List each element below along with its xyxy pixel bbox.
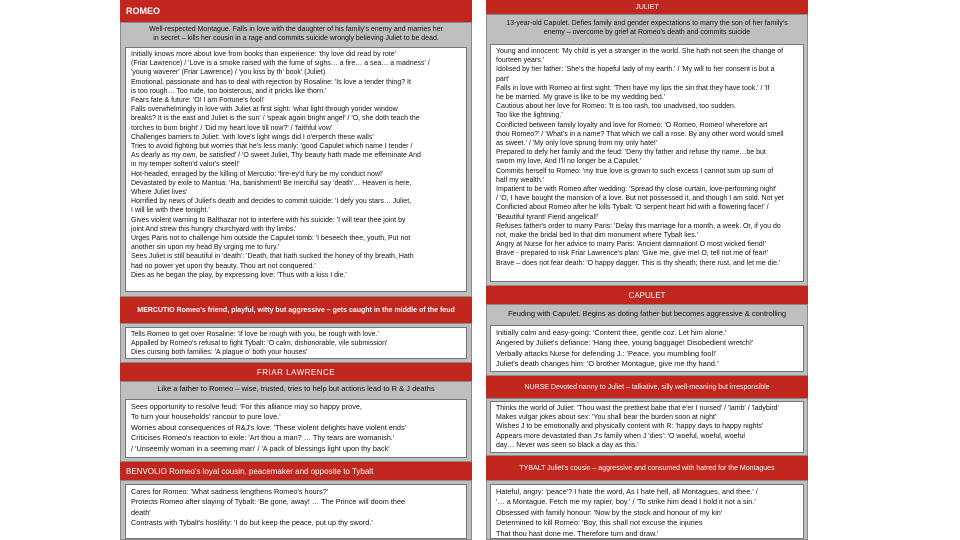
romeo-panel (120, 22, 472, 297)
juliet-quote-line: Young and innocent: 'My child is yet a stranger in the world. She hath not seen the change of (496, 48, 784, 55)
romeo-quote-line: in my temper soften'd valor's steel!' (131, 161, 240, 169)
juliet-quote-line: Conflicted about Romeo after he kills Tybalt: 'O serpent heart hid with a flowering face!' / (496, 204, 769, 212)
juliet-quote-line: part' (496, 75, 510, 83)
juliet-header (486, 0, 808, 14)
romeo-desc-line: Well-respected Montague. Falls in love with the daughter of his family's enemy and marries her (149, 26, 443, 33)
romeo-quote-line: Initially knows more about love from books than experience: 'thy love did read by rote' (131, 51, 396, 58)
romeo-quote-line: Fears fate & future: 'O! I am Fortune's fool!' (131, 97, 265, 105)
romeo-title: ROMEO (126, 6, 161, 16)
juliet-quote-line: / 'O, I have bought the mansion of a love. But not possessed it, and though I am sold. Not yet (496, 195, 784, 203)
tybalt-quote-line: That thou hast done me. Therefore turn and draw.' (496, 528, 659, 538)
romeo-header (120, 0, 472, 22)
juliet-quote-line: Brave - prepared to risk Friar Lawrence's plan: 'Give me, give me! O, tell not me of fear!' (496, 250, 769, 258)
romeo-quotes-box (125, 47, 467, 292)
nurse-quote-line: day… Never was seen so black a day as this.' (496, 441, 639, 449)
friar-panel (120, 381, 472, 462)
juliet-quote-line: Idolised by her father: 'She's the hopeful lady of my earth.' / 'My will to her consent is but a (496, 66, 775, 74)
juliet-title: JULIET (635, 3, 659, 11)
juliet-quote-line: Refuses father's order to marry Paris: 'Delay this marriage for a month, a week. Or, if you do (496, 222, 781, 230)
romeo-quote-line: joint And strew this hungry churchyard with thy limbs.' (131, 225, 297, 233)
romeo-quote-line: 'young waverer' (Friar Lawrence) / 'you kiss by th' book' (Juliet) (131, 69, 326, 77)
nurse-header-text: NURSE Devoted nanny to Juliet – talkative, silly well-meaning but irresponsible (524, 383, 770, 391)
romeo-quote-line: (Friar Lawrence) / 'Love is a smoke raised with the fume of sighs… a fire… a sea… a madness' / (131, 60, 430, 68)
benvolio-quote-line: Cares for Romeo: 'What sadness lengthens Romeo's hours?' (131, 487, 329, 496)
benvolio-quote-line: Contrasts with Tybalt's hostility: 'I do but keep the peace, put up thy sword.' (131, 518, 373, 528)
tybalt-panel (486, 480, 808, 540)
capulet-panel (486, 304, 808, 376)
romeo-quote-line: Where Juliet lives' (131, 189, 188, 197)
romeo-quote-line: torches to burn bright' / 'Did my heart love till now?' / 'faithful vow' (131, 124, 333, 132)
juliet-quote-line: Conflicted between family loyalty and love for Romeo: 'O Romeo, Romeo! wherefore art (496, 121, 768, 129)
juliet-quote-line: he be married. My grave is like to be my wedding bed.' (496, 94, 666, 102)
capulet-subtitle-text: Feuding with Capulet. Begins as doting father but becomes aggressive & controlling (507, 309, 787, 318)
romeo-quote-line: is too rough… Too rude, too boisterous, and it pricks like thorn.' (131, 87, 327, 95)
juliet-quote-line: Angry at Nurse for her advice to marry Paris: 'Ancient damnation! O most wicked fiend!' (496, 241, 766, 249)
nurse-quotes-box (490, 401, 804, 453)
juliet-quote-line: Brave – does not fear death: 'O happy dagger. This is thy sheath; there rust, and let me die.' (496, 259, 781, 267)
juliet-quote-line: half my wealth.' (496, 176, 545, 184)
friar-subtitle-text: Like a father to Romeo – wise, trusted, tries to help but actions lead to R & J deaths (157, 384, 435, 393)
tybalt-quote-line: Obsessed with family honour: 'Now by the stock and honour of my kin' (496, 507, 723, 517)
friar-quote-line: Worries about consequences of R&J's love: 'These violent delights have violent ends' (131, 422, 406, 432)
romeo-quote-line: Sees Juliet is still beautiful in 'death': 'Death, that hath sucked the honey of thy breath, Hath (131, 253, 414, 261)
tybalt-header-text: TYBALT Juliet's cousin – aggressive and consumed with hatred for the Montagues (519, 464, 775, 472)
romeo-quote-line: breaks? It is the east and Juliet is the sun' / 'speak again bright angel' / 'O, she doth teach the (131, 115, 420, 123)
juliet-quote-line: not, make the bridal bed In that dim monument where Tybalt lies.' (496, 232, 698, 240)
capulet-quotes-box (490, 325, 804, 372)
friar-quote-line: / 'Unseemly woman in a seeming man' / 'A pack of blessings light upon thy back' (131, 443, 390, 453)
mercutio-header-text: MERCUTIO Romeo's friend, playful, witty but aggressive – gets caught in the middle of the feud (137, 306, 455, 314)
nurse-quote-line: Appears more devastated than J's family when J 'dies': 'O woeful, woeful, woeful (496, 432, 745, 440)
romeo-quote-line: Tries to avoid fighting but worries that he's less manly: 'good Capulet which name I tender / (131, 143, 413, 151)
juliet-quote-line: as sweet.' / 'My only love sprung from my only hate!' (496, 140, 658, 148)
juliet-quote-line: thou Romeo?' / 'What's in a name? That which we call a rose. By any other word would smell (496, 130, 784, 138)
romeo-quote-line: Hot-headed, enraged by the killing of Mercutio: 'fire-ey'd fury be my conduct now!' (131, 170, 384, 178)
friar-quote-line: Sees opportunity to resolve feud: 'For this alliance may so happy prove, (131, 402, 362, 411)
mercutio-quotes-box (125, 327, 467, 359)
romeo-desc-line: in secret – kills her cousin in a rage and commits suicide wrongly believing Juliet to be dead. (153, 35, 439, 42)
friar-quote-line: Criticises Romeo's reaction to exile: 'Art thou a man? … Thy tears are womanish.' (131, 433, 395, 443)
tybalt-quote-line: Determined to kill Romeo: 'Boy, this shall not excuse the injuries (496, 518, 703, 528)
juliet-quote-line: Impatient to be with Romeo after wedding: 'Spread thy close curtain, love-performing night' (496, 186, 777, 194)
romeo-quote-line: As dearly as my own, be satisfied' / 'O sweet Juliet, Thy beauty hath made me effeminate And (131, 152, 421, 160)
mercutio-quote-line: Appalled by Romeo's refusal to fight Tybalt: 'O calm, dishonorable, vile submission' (131, 340, 388, 348)
juliet-quotes-box (490, 44, 804, 282)
capulet-header (486, 286, 808, 304)
romeo-quote-line: Challenges barriers to Juliet: 'with love's light wings did I o'erperch these walls' (131, 133, 374, 141)
benvolio-quote-line: Protects Romeo after slaying of Tybalt: 'Be gone, away! … The Prince will doom thee (131, 497, 406, 507)
juliet-quote-line: fourteen years.' (496, 57, 545, 65)
benvolio-quotes-box (125, 484, 467, 539)
juliet-description (487, 15, 807, 39)
juliet-quote-line: 'Beautiful tyrant! Fiend angelical!' (496, 213, 599, 221)
nurse-panel (486, 398, 808, 456)
juliet-quote-line: Commits herself to Romeo: 'my true love is grown to such excess I cannot sum up sum of (496, 167, 774, 175)
tybalt-quotes-box (490, 484, 804, 539)
romeo-quote-line: Horrified by news of Juliet's death and decides to commit suicide: 'I defy you stars… Juliet, (131, 198, 412, 206)
juliet-panel (486, 14, 808, 286)
romeo-description (121, 23, 471, 45)
romeo-quote-line: Emotional, passionate and has to deal with rejection by Rosaline: 'Is love a tender thing? It (131, 78, 411, 86)
romeo-quote-line: another sin upon my head By urging me to fury.' (131, 244, 280, 252)
romeo-quote-line: Urges Paris not to challenge him outside the Capulet tomb: 'I beseech thee, youth, Put not (131, 235, 411, 243)
friar-subtitle (121, 382, 471, 395)
benvolio-panel (120, 480, 472, 540)
capulet-quote-line: Initially calm and easy-going: 'Content thee, gentle coz. Let him alone.' (496, 328, 727, 337)
juliet-quote-line: sworn my love, And I'll no longer be a Capulet.' (496, 158, 642, 166)
mercutio-header (120, 297, 472, 323)
tybalt-quote-line: '… a Montague. Fetch me my rapier, boy.' / 'To strike him dead I hold it not a sin.' (496, 497, 756, 507)
benvolio-header-text: BENVOLIO Romeo's loyal cousin, peacemaker and opposite to Tybalt (126, 466, 374, 476)
juliet-desc-line: enemy – overcome by grief at Romeo's death and commits suicide (543, 29, 751, 36)
tybalt-header (486, 456, 808, 480)
friar-header (120, 363, 472, 381)
juliet-desc-line: 13-year-old Capulet. Defies family and gender expectations to marry the son of her family's (506, 20, 788, 27)
romeo-quote-line: Devastated by exile to Mantua: 'Ha, banishment! Be merciful say 'death'… Heaven is here, (131, 179, 412, 187)
juliet-quote-line: Cautious about her love for Romeo: 'It is too rash, too unadvised, too sudden. (496, 103, 736, 111)
capulet-quote-line: Juliet's death changes him: 'O brother Montague, give me thy hand.' (496, 359, 719, 369)
nurse-quote-line: Wishes J to be emotionally and physically content with R: 'happy days to happy nights' (496, 423, 764, 431)
juliet-quote-line: Falls in love with Romeo at first sight: 'Then have my lips the sin that they have took.' / 'If (496, 84, 770, 92)
romeo-quote-line: I will lie with thee tonight.' (131, 207, 210, 215)
nurse-quote-line: Thinks the world of Juliet: 'Thou wast the prettiest babe that e'er I nursed' / 'lamb' / 'ladybird' (496, 405, 779, 412)
tybalt-quote-line: Hateful, angry: 'peace'? I hate the word, As I hate hell, all Montagues, and thee.' / (496, 487, 758, 496)
juliet-quote-line: Too like the lightning.' (496, 112, 563, 120)
romeo-quote-line: Falls overwhelmingly in love with Juliet at first sight: 'what light through yonder window (131, 106, 398, 114)
romeo-quote-line: Gives violent warning to Balthazar not to interfere with his suicide: 'I will tear thee joint by (131, 216, 406, 224)
mercutio-quote-line: Dies cursing both families: 'A plague o' both your houses' (131, 349, 308, 357)
romeo-quote-line: Dies as he began the play, by expressing love: 'Thus with a kiss I die.' (131, 271, 347, 279)
mercutio-panel (120, 323, 472, 363)
capulet-title: CAPULET (628, 290, 666, 300)
friar-quote-line: To turn your households' rancour to pure love.' (131, 412, 281, 422)
benvolio-quote-line: death' (131, 507, 151, 517)
mercutio-quote-line: Tells Romeo to get over Rosaline: 'If love be rough with you, be rough with love.' (131, 331, 379, 338)
friar-title: FRIAR LAWRENCE (256, 367, 336, 377)
capulet-subtitle (487, 305, 807, 322)
capulet-quote-line: Verbally attacks Nurse for defending J.: 'Peace, you mumbling fool!' (496, 348, 717, 358)
nurse-header (486, 376, 808, 398)
benvolio-header (120, 462, 472, 480)
friar-quotes-box (125, 399, 467, 458)
nurse-quote-line: Makes vulgar jokes about sex: 'You shall bear the burden soon at night' (496, 414, 717, 422)
capulet-quote-line: Angered by Juliet's defiance: 'Hang thee, young baggage! Disobedient wretch!' (496, 338, 754, 348)
juliet-quote-line: Prepared to defy her family and the feud: 'Deny thy father and refuse thy name…be but (496, 149, 766, 157)
romeo-quote-line: had no power yet upon thy beauty. Thou art not conquered.' (131, 262, 316, 270)
